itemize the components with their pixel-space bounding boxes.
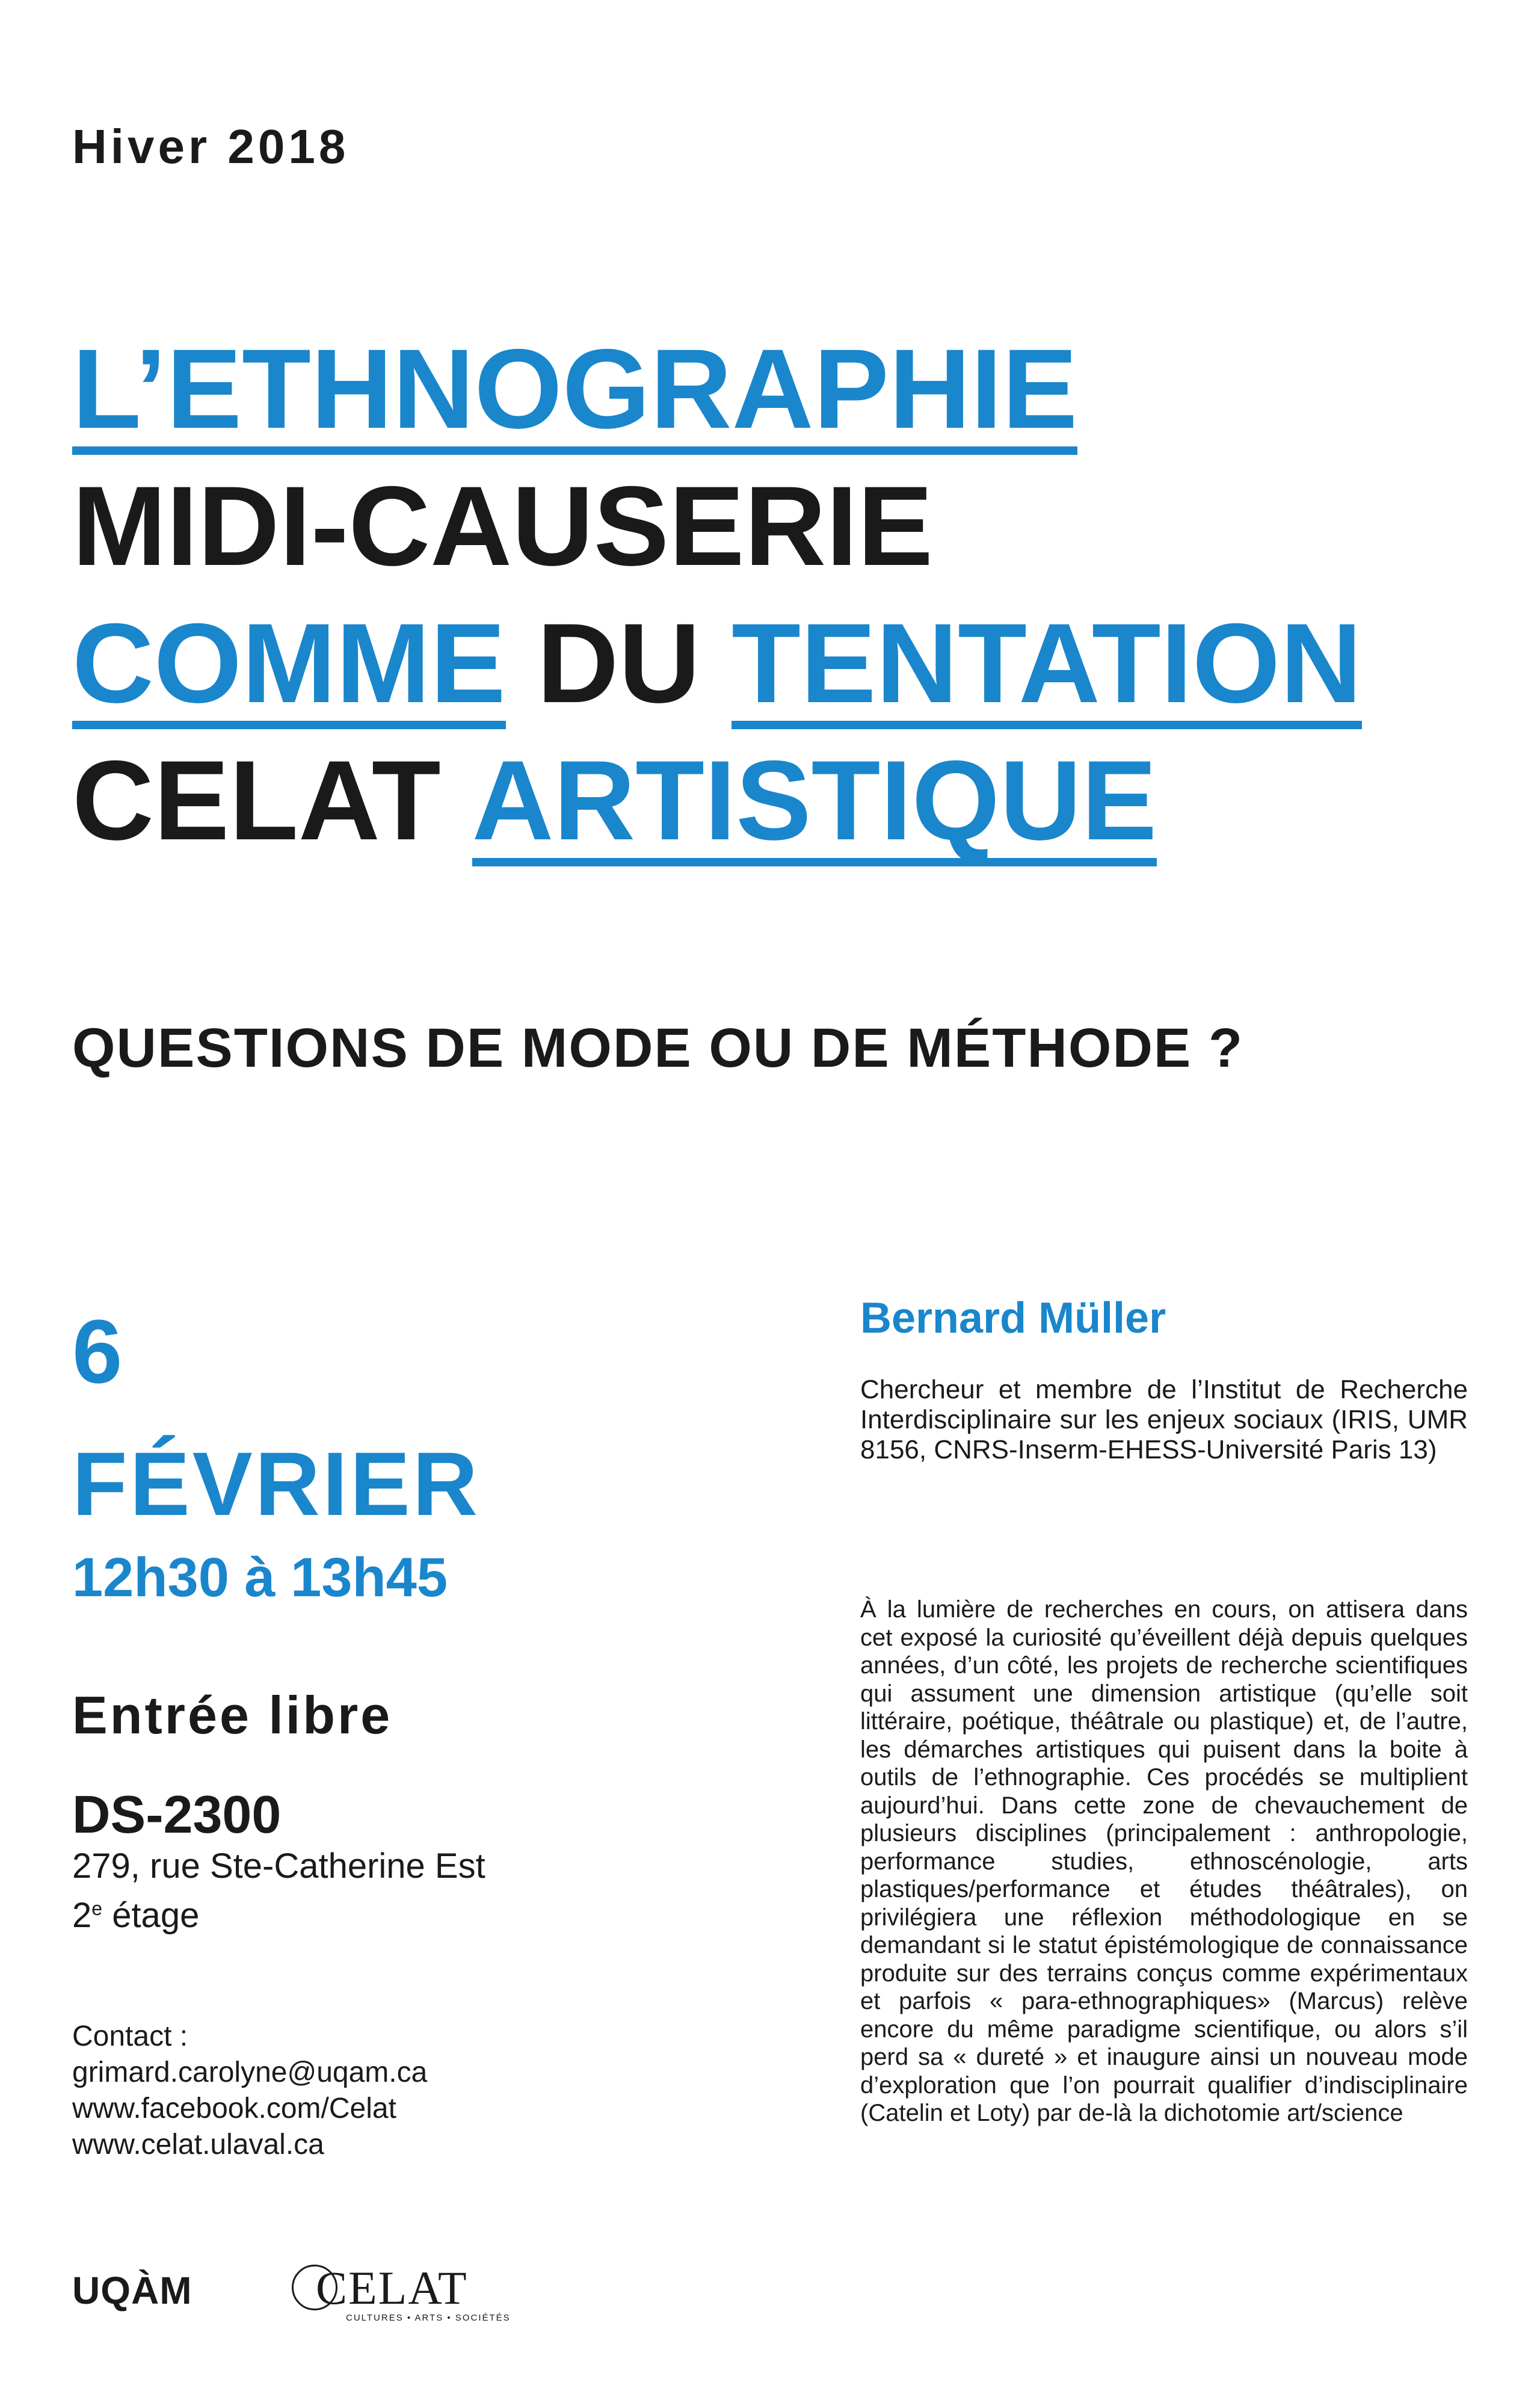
- headline-word: COMME: [72, 606, 506, 729]
- headline-word: TENTATION: [732, 606, 1362, 729]
- headline-word: CELAT: [72, 737, 441, 863]
- headline-line-3: [72, 600, 1362, 729]
- headline-line-4: [72, 737, 1157, 866]
- headline-word: DU: [537, 600, 701, 726]
- speaker-name: Bernard Müller: [860, 1294, 1166, 1342]
- floor-suffix: e: [91, 1898, 103, 1919]
- facebook-link[interactable]: www.facebook.com/Celat: [72, 2093, 396, 2124]
- contact-email[interactable]: grimard.carolyne@uqam.ca: [72, 2056, 428, 2088]
- floor-info: [72, 1895, 199, 1936]
- room-number: DS-2300: [72, 1785, 282, 1844]
- abstract-text: À la lumière de recherches en cours, on attisera dans cet exposé la curiosité qu’éveillent déjà depuis quelques années, d’un côté, les projets de recherche scientifiques qui assument une dimension artistique (qu’elle soit littéraire, poétique, théâtrale ou plastique) et, de l’autre, les démarches artistiques qui puisent dans la boite à outils de l’ethnographie. Ces procédés se multiplient aujourd’hui. Dans cette zone de chevauchement de plusieurs disciplines (principalement : anthropologie, performance studies, ethnoscénologie, arts plastiques/performance et études théâtrales), on privilégiera une réflexion méthodologique en se demandant si le statut épistémologique de connaissance produite sur des terrains conçus comme expérimentaux et parfois « para-ethnographiques» (Marcus) relève encore du même paradigme scientifique, ou alors s’il perd sa « dureté » et inaugure ainsi un nouveau mode d’exploration que l’on pourrait qualifier d’indisciplinaire (Catelin et Loty) par de-là la dichotomie art/science: [860, 1596, 1468, 2126]
- headline-word: ARTISTIQUE: [472, 744, 1157, 866]
- uqam-logo: UQÀM: [72, 2269, 192, 2312]
- contact-block: [72, 2019, 427, 2163]
- speaker-bio: Chercheur et membre de l’Institut de Recherche Interdisciplinaire sur les enjeux sociaux (IRIS, UMR 8156, CNRS-Inserm-EHESS-Université Paris 13): [860, 1375, 1468, 1464]
- event-day: 6: [72, 1301, 123, 1402]
- celat-tagline: CULTURES • ARTS • SOCIÉTÉS: [346, 2313, 511, 2323]
- contact-label: Contact :: [72, 2020, 188, 2052]
- headline-word: MIDI-CAUSERIE: [72, 463, 933, 589]
- headline-line-1: [72, 325, 1078, 455]
- headline-line-2: [72, 463, 933, 589]
- floor-label: étage: [112, 1896, 200, 1935]
- event-time: 12h30 à 13h45: [72, 1547, 448, 1608]
- event-month: FÉVRIER: [72, 1433, 481, 1534]
- subtitle: QUESTIONS DE MODE OU DE MÉTHODE ?: [72, 1017, 1244, 1079]
- floor-number: 2: [72, 1896, 92, 1935]
- entry-note: Entrée libre: [72, 1685, 393, 1745]
- website-link[interactable]: www.celat.ulaval.ca: [72, 2129, 324, 2161]
- street-address: 279, rue Ste-Catherine Est: [72, 1846, 485, 1886]
- celat-logo-name: CELAT: [316, 2262, 468, 2314]
- season-label: Hiver 2018: [72, 120, 350, 173]
- headline-word: L’ETHNOGRAPHIE: [72, 332, 1077, 455]
